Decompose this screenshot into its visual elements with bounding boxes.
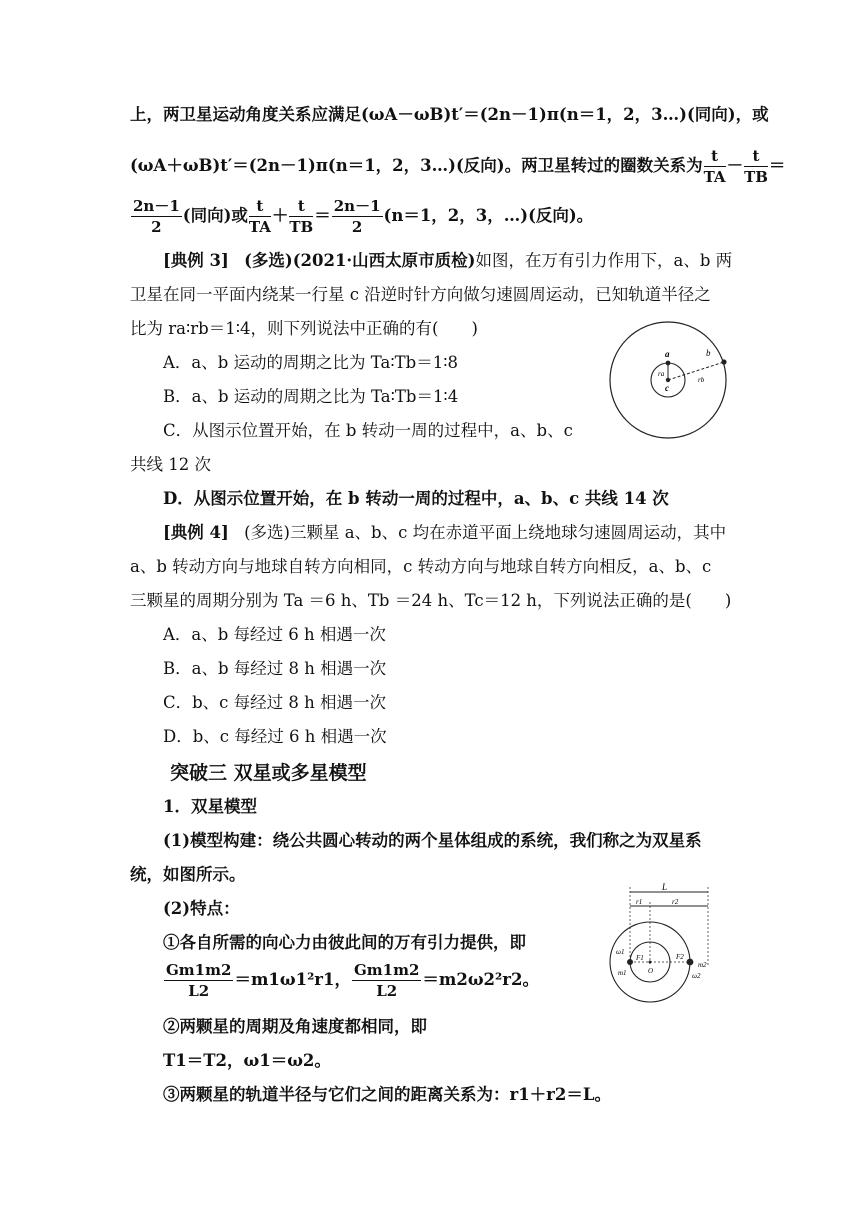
label-ra: ra [658, 370, 665, 378]
label-r2: r2 [672, 898, 679, 906]
label-rb: rb [698, 376, 705, 384]
equation-part-2: ＝m2ω2²r2。 [422, 970, 539, 989]
label-b: b [706, 348, 711, 358]
example-4-line-2: a、b 转动方向与地球自转方向相同，c 转动方向与地球自转方向相反，a、b、c [130, 557, 712, 576]
model-build-line-1: (1)模型构建：绕公共圆心转动的两个星体组成的系统，我们称之为双星系 [163, 831, 702, 850]
example-3-option-c: C．从图示位置开始，在 b 转动一周的过程中，a、b、c [163, 421, 573, 440]
feature-1-equation [163, 960, 539, 1004]
fraction-t-over-TB-2: $\frac{t}{TB}$ [289, 197, 314, 236]
example-4-option-b: B．a、b 每经过 8 h 相遇一次 [163, 659, 387, 678]
text-line-3 [130, 196, 593, 236]
example-4-line-1 [163, 522, 726, 544]
fraction-gm1m2-over-l2-b: $\frac{Gm1m2}{L2}$ [353, 961, 420, 1000]
example-3-text: 如图，在万有引力作用下，a、b 两 [475, 251, 733, 270]
fraction-gm1m2-over-l2: $\frac{Gm1m2}{L2}$ [166, 961, 232, 1000]
text-same-direction: (同向)或 [182, 206, 248, 225]
label-c: c [665, 383, 669, 393]
label-w1: ω1 [616, 948, 625, 956]
example-3-option-a: A．a、b 运动的周期之比为 Ta∶Tb＝1∶8 [163, 353, 459, 372]
text-line-1: 上，两卫星运动角度关系应满足(ωA－ωB)t′＝(2n－1)π(n＝1，2，3…)(同向)，或 [130, 105, 769, 124]
example-3-source: (多选)(2021·山西太原市质检) [244, 251, 476, 270]
orbit-diagram [606, 318, 736, 444]
fraction-t-over-TB: $\frac{t}{TB}$ [744, 147, 768, 186]
example-3-tag: [典例 3] [163, 251, 229, 270]
binary-star-diagram [606, 882, 736, 1008]
center-O [649, 961, 652, 964]
fraction-t-over-TA-2: $\frac{t}{TA}$ [248, 197, 271, 236]
example-4-option-d: D．b、c 每经过 6 h 相遇一次 [163, 727, 387, 746]
section-title: 突破三 双星或多星模型 [170, 762, 367, 784]
equation-part-1: ＝m1ω1²r1， [234, 970, 351, 989]
example-3-option-b: B．a、b 运动的周期之比为 Ta∶Tb＝1∶4 [163, 387, 459, 406]
example-4-tag: [典例 4] [163, 523, 229, 542]
example-3-option-c-cont: 共线 12 次 [130, 455, 211, 474]
text-opposite-direction: (n＝1，2，3，…)(反向)。 [383, 206, 594, 225]
fraction-2n-1-over-2-b: $\frac{2n-1}{2}$ [333, 197, 381, 236]
feature-1: ①各自所需的向心力由彼此间的万有引力提供，即 [163, 933, 526, 952]
subsection-heading: 1．双星模型 [163, 797, 257, 816]
equals-sign: ＝ [768, 156, 786, 175]
fraction-t-over-TA: $\frac{t}{TA}$ [703, 147, 726, 186]
minus-sign: － [726, 156, 744, 175]
feature-2: ②两颗星的周期及角速度都相同，即 [163, 1017, 427, 1036]
label-O: O [648, 967, 654, 975]
fraction-2n-1-over-2: $\frac{2n-1}{2}$ [133, 197, 180, 236]
label-F2: F2 [676, 953, 684, 961]
star-m1 [627, 959, 633, 965]
label-r1: r1 [636, 898, 643, 906]
label-m1: m1 [618, 969, 627, 977]
example-3-line-1 [163, 250, 732, 272]
example-4-option-a: A．a、b 每经过 6 h 相遇一次 [163, 625, 386, 644]
example-3-line-3: 比为 ra∶rb＝1∶4，则下列说法中正确的有( ) [130, 319, 478, 338]
features-heading: (2)特点： [163, 899, 240, 918]
example-3-line-2: 卫星在同一平面内绕某一行星 c 沿逆时针方向做匀速圆周运动，已知轨道半径之 [130, 285, 711, 304]
text-line-2 [130, 146, 785, 186]
label-m2: m2 [698, 961, 707, 969]
feature-3: ③两颗星的轨道半径与它们之间的距离关系为：r1＋r2＝L。 [163, 1085, 611, 1104]
label-F1: F1 [636, 954, 644, 962]
plus-sign: ＋ [271, 206, 289, 225]
label-w2: ω2 [692, 972, 701, 980]
model-build-line-2: 统，如图所示。 [130, 865, 246, 884]
label-a: a [665, 349, 670, 359]
star-m2 [687, 959, 694, 966]
example-3-option-d: D．从图示位置开始，在 b 转动一周的过程中，a、b、c 共线 14 次 [163, 489, 669, 508]
example-4-option-c: C．b、c 每经过 8 h 相遇一次 [163, 693, 387, 712]
equals-sign-2: ＝ [314, 206, 331, 225]
example-4-line-3: 三颗星的周期分别为 Ta ＝6 h、Tb ＝24 h、Tc＝12 h，下列说法正确的是( ) [130, 591, 732, 610]
example-4-text: (多选)三颗星 a、b、c 均在赤道平面上绕地球匀速圆周运动，其中 [244, 523, 727, 542]
feature-2-equation: T1＝T2，ω1＝ω2。 [163, 1051, 331, 1070]
label-L: L [662, 882, 668, 892]
text-line-2-lead: (ωA＋ωB)t′＝(2n－1)π(n＝1，2，3…)(反向)。两卫星转过的圈数关系为 [130, 156, 703, 175]
